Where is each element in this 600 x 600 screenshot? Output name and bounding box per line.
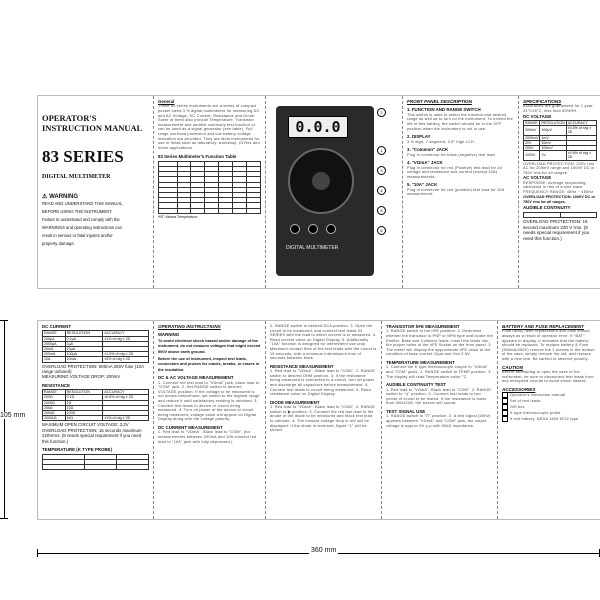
overload-protection-big: OVERLOAD PROTECTION: 15 second maximum 220 V rms. (8 needs special requirement if you need this function.) bbox=[523, 219, 590, 241]
fp-item-4: 4. "VΩmA" JACK Plug in connector for red (Positive) test lead for all voltage and resistance and current (except 10A) measurements. bbox=[407, 160, 502, 179]
width-tick-left bbox=[37, 549, 38, 557]
resistance-heading: RESISTANCE bbox=[42, 382, 70, 388]
fp-item-2: 2. DISPLAY 3 ½ digit, 7 segment, 0.5" high LCD. bbox=[407, 134, 476, 144]
accessory-1: Operator's instruction manual bbox=[502, 392, 597, 398]
10a-jack bbox=[290, 224, 300, 234]
ac-voltage-heading: AC VOLTAGE bbox=[523, 175, 552, 181]
dc-voltage-heading: DC VOLTAGE bbox=[523, 113, 552, 119]
manual-inner-side bbox=[37, 320, 600, 520]
dc-voltage-table: RANGE RESOLUTION ACCURACY 200mV 100μV ±0.5% of rdg ± 2D 2000mV 1mV 20V 10mV 200V 100mV 1000V 1V ±0.8% of rdg ± 2D bbox=[523, 120, 597, 161]
warning-text: READ AND UNDERSTAND THIS MANUAL BEFORE USING THE INSTRUMENT. Failure to understand and comply with the WARNINGS and operating instructions can result in serious or fatal injuries and/or property damage. bbox=[42, 201, 123, 247]
resistance-panel bbox=[266, 321, 382, 519]
accessory-4: K type thermocouple probe bbox=[502, 410, 597, 416]
general-text: These 83 series instruments are a series of compact pocket sized 3 ½ digital multimeters for measuring DC and AC Voltage, DC Current, Resistance and Diode. Some of them also provide Temperature, Transistor measurement and audible continuity test function or can be used as a signal generator (see table). Full range overload protection and low battery voltage indication are provided. They are ideal instruments for use in fields such as laboratory, workshop, DIYers and home applications. bbox=[158, 104, 260, 150]
transistor-panel bbox=[382, 321, 498, 519]
dc-current-measure-heading: DC CURRENT MEASUREMENT bbox=[158, 425, 223, 430]
operating-panel bbox=[154, 321, 266, 519]
operating-heading: OPERATING INSTRUCTIONS bbox=[158, 324, 221, 329]
height-tick-bottom bbox=[0, 518, 8, 519]
multimeter-illustration bbox=[276, 106, 383, 276]
series-title: 83 SERIES bbox=[42, 147, 124, 166]
callout-6: 6 bbox=[377, 226, 386, 235]
function-table-title: 83 Series Multimeter's Function Table bbox=[158, 154, 237, 160]
cover-subtitle: DIGITAL MULTIMETER bbox=[42, 174, 111, 180]
open-circuit-voltage: MAXIMUM OPEN CIRCUIT VOLTAGE: 3.2V bbox=[42, 422, 129, 428]
dc-current-heading: DC CURRENT bbox=[42, 324, 72, 329]
dc-current-panel bbox=[38, 321, 154, 519]
meter-brand: DIGITAL MULTIMETER bbox=[286, 245, 339, 251]
dc-ac-steps: 1. Connect red test lead to "VΩmA" jack, black lead to "COM" jack. 2. Set RANGE switch to desired VOLTAGE position. If the voltage to be measured is not known beforehand, set switch to the highest range and reduce it until satisfactory reading is obtained. 3. Connect test leads to device or circuit being measured. 4. Turn on power of the device or circuit being measured, voltage value will appear on Digital Display along with the voltage polarity. bbox=[158, 380, 260, 422]
fp-item-3: 3. "Common" JACK Plug in connector for black (negative) test lead. bbox=[407, 147, 496, 157]
diode-heading: DIODE MEASUREMENT bbox=[270, 399, 320, 405]
test-signal-heading: TEST SIGNAL USE bbox=[386, 408, 426, 414]
specifications-panel bbox=[519, 96, 600, 288]
accessory-5: 9 volt battery, NEDA 1604 6F22 type. bbox=[502, 416, 597, 422]
ac-response: RESPONSE: Average responding, calibrated in rms of a sine wave. bbox=[523, 180, 587, 190]
temp-measure-heading: TEMPERATURE MEASUREMENT bbox=[386, 359, 455, 365]
function-table bbox=[158, 161, 261, 214]
vohma-jack bbox=[326, 224, 336, 234]
range-dial bbox=[288, 148, 354, 214]
dial-knob bbox=[312, 172, 330, 190]
callout-2: 2 bbox=[377, 108, 386, 117]
resistance-steps: 1. Red lead to "VΩmA". Black lead to "COM". 2. RANGE switch to desired OHM position. 3. If the resistance being measured is connected to a circuit, turn off power and discharge all capacitors before measurement. 4. Connect test leads to circuit being measured. 5. Read resistance value on Digital Display. bbox=[270, 369, 376, 397]
dc-current-table: RANGE RESOLUTION ACCURACY 200μA 0.1μA ±1% of rdg ± 2D 2000μA 1μA 20mA 10μA 200mA 100μA ±1.5% of rdg ± 2D 10A 10mA ±3% of rdg ± 2D bbox=[42, 330, 149, 362]
dc-ac-heading: DC & AC VOLTAGE MEASUREMENT bbox=[158, 375, 234, 381]
transistor-heading: TRANSISTOR hFE MEASUREMENT bbox=[386, 324, 460, 329]
cover-panel bbox=[38, 96, 154, 288]
test-signal-steps: 1. RANGE switch to "⊓" position. 2. A test signal (50Hz) appears between "VΩmA" and "COM" jack, the output voltage is approx 5V p-p with 50kΩ impedance. bbox=[386, 414, 491, 428]
continuity-table bbox=[523, 212, 597, 218]
height-tick-top bbox=[0, 320, 8, 321]
accessory-2: Set of test leads bbox=[502, 398, 597, 404]
fp-item-1: 1. FUNCTION AND RANGE SWITCH This switch is used to select the function and desired range as well as to turn on the instrument. To extend the life of this battery, the switch should be in the OFF position when the instrument is not in use. bbox=[407, 107, 513, 131]
resistance-overload: OVERLOAD PROTECTION: 15 seconds maximum 220Vrms. (8 needs special requirement if you need this function.) bbox=[42, 427, 142, 444]
callout-5: 5 bbox=[377, 206, 386, 215]
caution-text: Before attempting to open the case of the instrument, be sure to disconnect test leads from any energized circuits to avoid shock hazard. bbox=[502, 369, 594, 384]
operating-warning: WARNING bbox=[158, 332, 180, 338]
voltage-drop: MEASURING VOLTAGE DROP: 200mV bbox=[42, 374, 121, 380]
battery-panel bbox=[498, 321, 600, 519]
width-label: 360 mm bbox=[311, 547, 337, 554]
warning-icon: ⚠ bbox=[42, 194, 48, 200]
temperature-heading: TEMPERATURE (K TYPE PROBE) bbox=[42, 447, 112, 453]
general-heading: General bbox=[158, 99, 175, 104]
callout-4: 4 bbox=[377, 186, 386, 195]
manual-title: OPERATOR'S INSTRUCTION MANUAL bbox=[42, 113, 143, 133]
battery-text: Fuse rarely need replacement and blow almost always as a result of operator error. If "BAT" appears in display, it indicates that the battery should be replaced. To replace battery & Fuse (500mA/250V) remove the 2 screws in the bottom of the case, simply remove the old, and replace with a new one. Be careful to observe polarity. bbox=[502, 329, 595, 361]
specs-intro: Accuracies are guaranteed for 1 year, 23°C±5°C, less than 80%RH. bbox=[523, 104, 594, 113]
com-jack bbox=[308, 224, 318, 234]
resistance-measure-heading: RESISTANCE MEASUREMENT bbox=[270, 363, 334, 369]
general-panel bbox=[154, 96, 266, 288]
temperature-table bbox=[42, 454, 149, 471]
specs-heading: SPECIFICATIONS bbox=[523, 99, 562, 104]
dc-current-steps: 1. Red lead to "VΩmA". Black lead to "COM". (for measurements between 200mA and 10A connect red lead to "10A" jack with fully depressed.) bbox=[158, 430, 257, 444]
manual-outer-side bbox=[37, 95, 600, 289]
continuity-steps: 1. Red lead to "VΩmA". Black lead to "COM". 2. RANGE switch to "•)" position. 3. Connect test leads to two points of circuit to be tested. If the resistance is lower than 30Ω±20Ω, the buzzer will sound. bbox=[386, 387, 492, 406]
fp-item-5: 5. "10A" JACK Plug in connector for red (positive) test lead for 10A measurement. bbox=[407, 182, 505, 197]
meter-panel bbox=[266, 96, 403, 288]
front-panel-heading: FRONT PANEL DESCRIPTION bbox=[407, 99, 472, 104]
front-panel-description bbox=[403, 96, 519, 288]
dc-overload: OVERLOAD PROTECTION: 220V rms AC for 200mV range and 1000V DC or 750V rms for all ranges. bbox=[523, 161, 595, 175]
dc-current-overload: OVERLOAD PROTECTION: 500mA 250V fuse (10A range unfused) bbox=[42, 363, 144, 375]
callout-1: 1 bbox=[377, 146, 386, 155]
warning-title: WARNING bbox=[49, 194, 79, 200]
ac-frequency: FREQUENCY RANGE: 45Hz ~ 450Hz bbox=[523, 190, 594, 194]
transistor-steps: 1. RANGE switch to the hFE position. 2. Determine whether the transistor is PNP or NPN type and locate the Emitter, Base and Collector leads. Insert the leads into the proper holes of the hFE Socket on the front panel. 3. The meter will display the approximate hFE value at the condition of base current 10μA and Vce 2.8V. bbox=[386, 329, 493, 357]
continuity-test-heading: AUDIBLE CONTINUITY TEST bbox=[386, 382, 446, 388]
checkbox-icon bbox=[502, 416, 508, 422]
warning-2: Before the use of instrument, inspect test leads, connectors and probes for cracks, breaks, or crazes in the insulation. bbox=[158, 356, 260, 372]
continuity-heading: AUDIBLE CONTINUITY bbox=[523, 205, 571, 211]
ac-overload: OVERLOAD PROTECTION: 1000V DC or 750V rms for all ranges. bbox=[523, 194, 596, 204]
temp-steps: 1. Connect the K type thermocouple couple to "VΩmA" and "COM" jacks. 2. RANGE switch to TEMP position. 3. The display will read Temperature value °C. bbox=[386, 365, 492, 379]
callout-3: 3 bbox=[377, 166, 386, 175]
table-footnote: *BT: Means Temperature bbox=[158, 214, 198, 219]
battery-heading: BATTERY AND FUSE REPLACEMENT bbox=[502, 324, 585, 329]
resistance-table: RANGE RESOLUTION ACCURACY 200Ω 0.1Ω ±0.8% of rdg ± 2D 2000Ω 1Ω 20kΩ 10Ω 200kΩ 100Ω 2000kΩ 1kΩ ±1% of rdg ± 2D bbox=[42, 389, 149, 421]
meter-display: 0.0.0 bbox=[288, 116, 348, 138]
warning-1: To avoid electrical shock hazard and/or damage of the instrument, do not measure voltages that might exceed 500V above earth ground. bbox=[158, 337, 261, 354]
dc-current-continued: 2. RANGE switch to desired DCA position. 3. Open the circuit to be measured, and connect test leads IN SERIES with the load in which current is to measured. 4. Read current value on Digital Display. 5. Additionally "10A" function is designed for intermittent use only. Maximum contact time of the test leads with the circuit is 15 seconds, with a minimum intermission time of seconds between tests. bbox=[270, 324, 377, 361]
height-label: 105 mm bbox=[0, 412, 26, 419]
height-dimension-line bbox=[4, 320, 5, 518]
accessories-heading: ACCESSORIES bbox=[502, 386, 536, 392]
accessory-3: Gift box bbox=[502, 404, 597, 410]
diode-steps: 1. Red lead to "VΩmA". Black lead to "COM". 2. RANGE switch to ▶ position. 3. Connect the red test lead to the anode of the diode to be measured and black test lead to cathode. 4. The forward voltage drop in mV will be displayed. If the diode is reversed, figure "1" will be shown. bbox=[270, 405, 376, 433]
caution-heading: CAUTION bbox=[502, 364, 523, 370]
